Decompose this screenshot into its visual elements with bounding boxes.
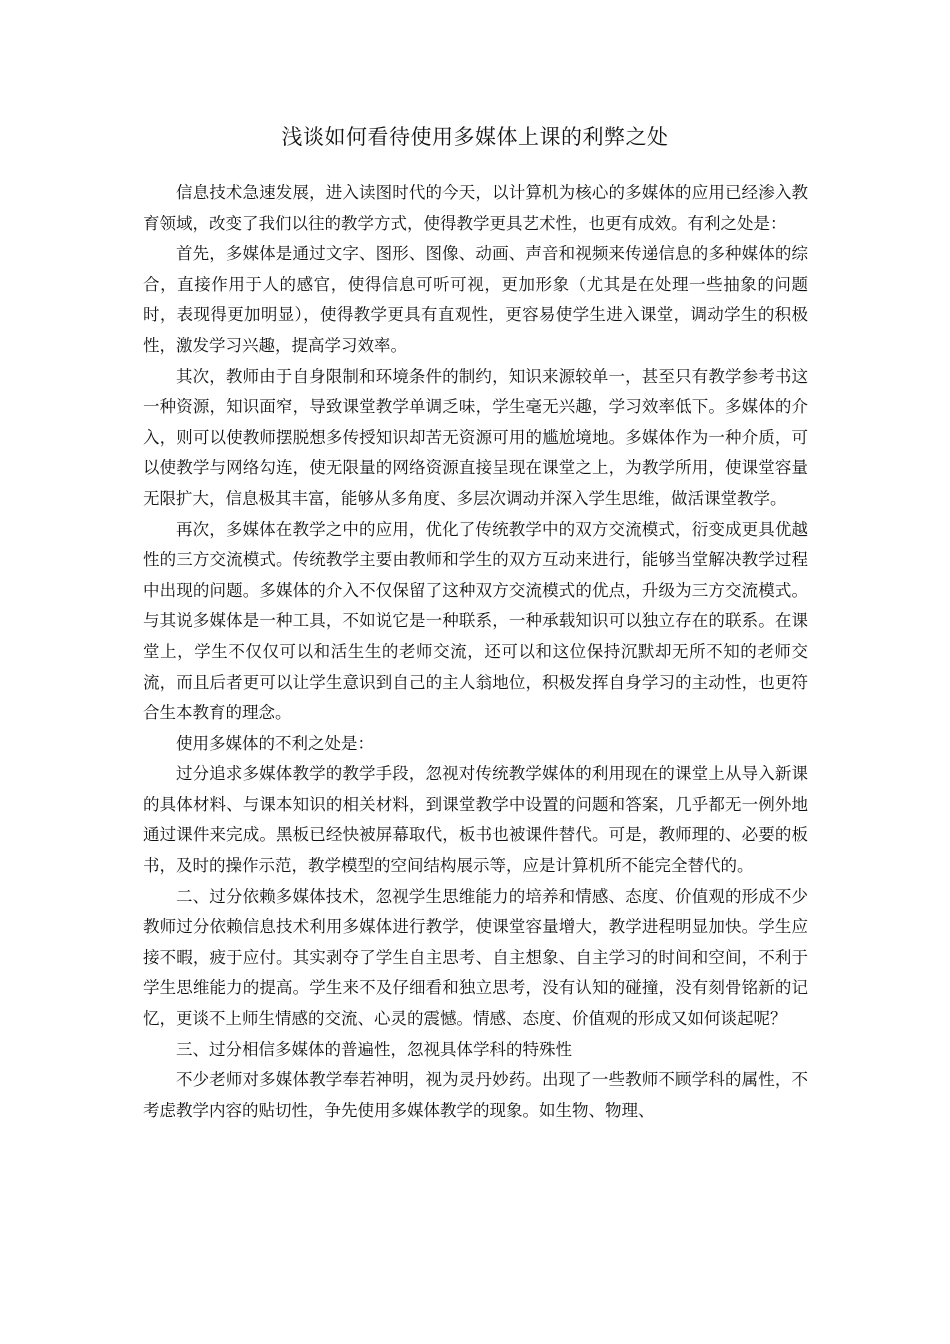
paragraph-second-advantage: 其次，教师由于自身限制和环境条件的制约，知识来源较单一，甚至只有教学参考书这一种资源，知识面窄，导致课堂教学单调乏味，学生毫无兴趣，学习效率低下。多媒体的介入，则可以使教师摆脱想多传授知识却苦无资源可用的尴尬境地。多媒体作为一种介质，可以使教学与网络勾连，使无限量的网络资源直接呈现在课堂之上，为教学所用，使课堂容量无限扩大，信息极其丰富，能够从多角度、多层次调动并深入学生思维，做活课堂教学。 [143, 366, 808, 508]
paragraph-intro: 信息技术急速发展，进入读图时代的今天，以计算机为核心的多媒体的应用已经渗入教育领域，改变了我们以往的教学方式，使得教学更具艺术性，也更有成效。有利之处是： [143, 183, 808, 233]
paragraph-first-advantage: 首先，多媒体是通过文字、图形、图像、动画、声音和视频来传递信息的多种媒体的综合，直接作用于人的感官，使得信息可听可视，更加形象（尤其是在处理一些抽象的问题时，表现得更加明显），使得教学更具有直观性，更容易使学生进入课堂，调动学生的积极性，激发学习兴趣，提高学习效率。 [143, 244, 808, 355]
paragraph-second-disadvantage: 二、过分依赖多媒体技术，忽视学生思维能力的培养和情感、态度、价值观的形成不少教师过分依赖信息技术利用多媒体进行教学，使课堂容量增大，教学进程明显加快。学生应接不暇，疲于应付。其实剥夺了学生自主思考、自主想象、自主学习的时间和空间，不利于学生思维能力的提高。学生来不及仔细看和独立思考，没有认知的碰撞，没有刻骨铭新的记忆，更谈不上师生情感的交流、心灵的震憾。情感、态度、价值观的形成又如何谈起呢？ [143, 886, 808, 1029]
document-body [143, 178, 808, 1126]
paragraph-third-disadvantage: 不少老师对多媒体教学奉若神明，视为灵丹妙药。出现了一些教师不顾学科的属性，不考虑教学内容的贴切性，争先使用多媒体教学的现象。如生物、物理、 [143, 1070, 808, 1120]
paragraph-first-disadvantage: 过分追求多媒体教学的教学手段，忽视对传统教学媒体的利用现在的课堂上从导入新课的具体材料、与课本知识的相关材料，到课堂教学中设置的问题和答案，几乎都无一例外地通过课件来完成。黑板已经快被屏幕取代，板书也被课件替代。可是，教师理的、必要的板书，及时的操作示范，教学模型的空间结构展示等，应是计算机所不能完全替代的。 [143, 764, 808, 876]
document-title: 浅谈如何看待使用多媒体上课的利弊之处 [281, 125, 669, 149]
paragraph-disadvantages-heading: 使用多媒体的不利之处是： [176, 733, 374, 753]
paragraph-third-disadvantage-heading: 三、过分相信多媒体的普遍性，忽视具体学科的特殊性 [176, 1039, 572, 1059]
paragraph-third-advantage: 再次，多媒体在教学之中的应用，优化了传统教学中的双方交流模式，衍变成更具优越性的三方交流模式。传统教学主要由教师和学生的双方互动来进行，能够当堂解决教学过程中出现的问题。多媒体的介入不仅保留了这种双方交流模式的优点，升级为三方交流模式。与其说多媒体是一种工具，不如说它是一种联系，一种承载知识可以独立存在的联系。在课堂上，学生不仅仅可以和活生生的老师交流，还可以和这位保持沉默却无所不知的老师交流，而且后者更可以让学生意识到自己的主人翁地位，积极发挥自身学习的主动性，也更符合生本教育的理念。 [143, 519, 808, 723]
